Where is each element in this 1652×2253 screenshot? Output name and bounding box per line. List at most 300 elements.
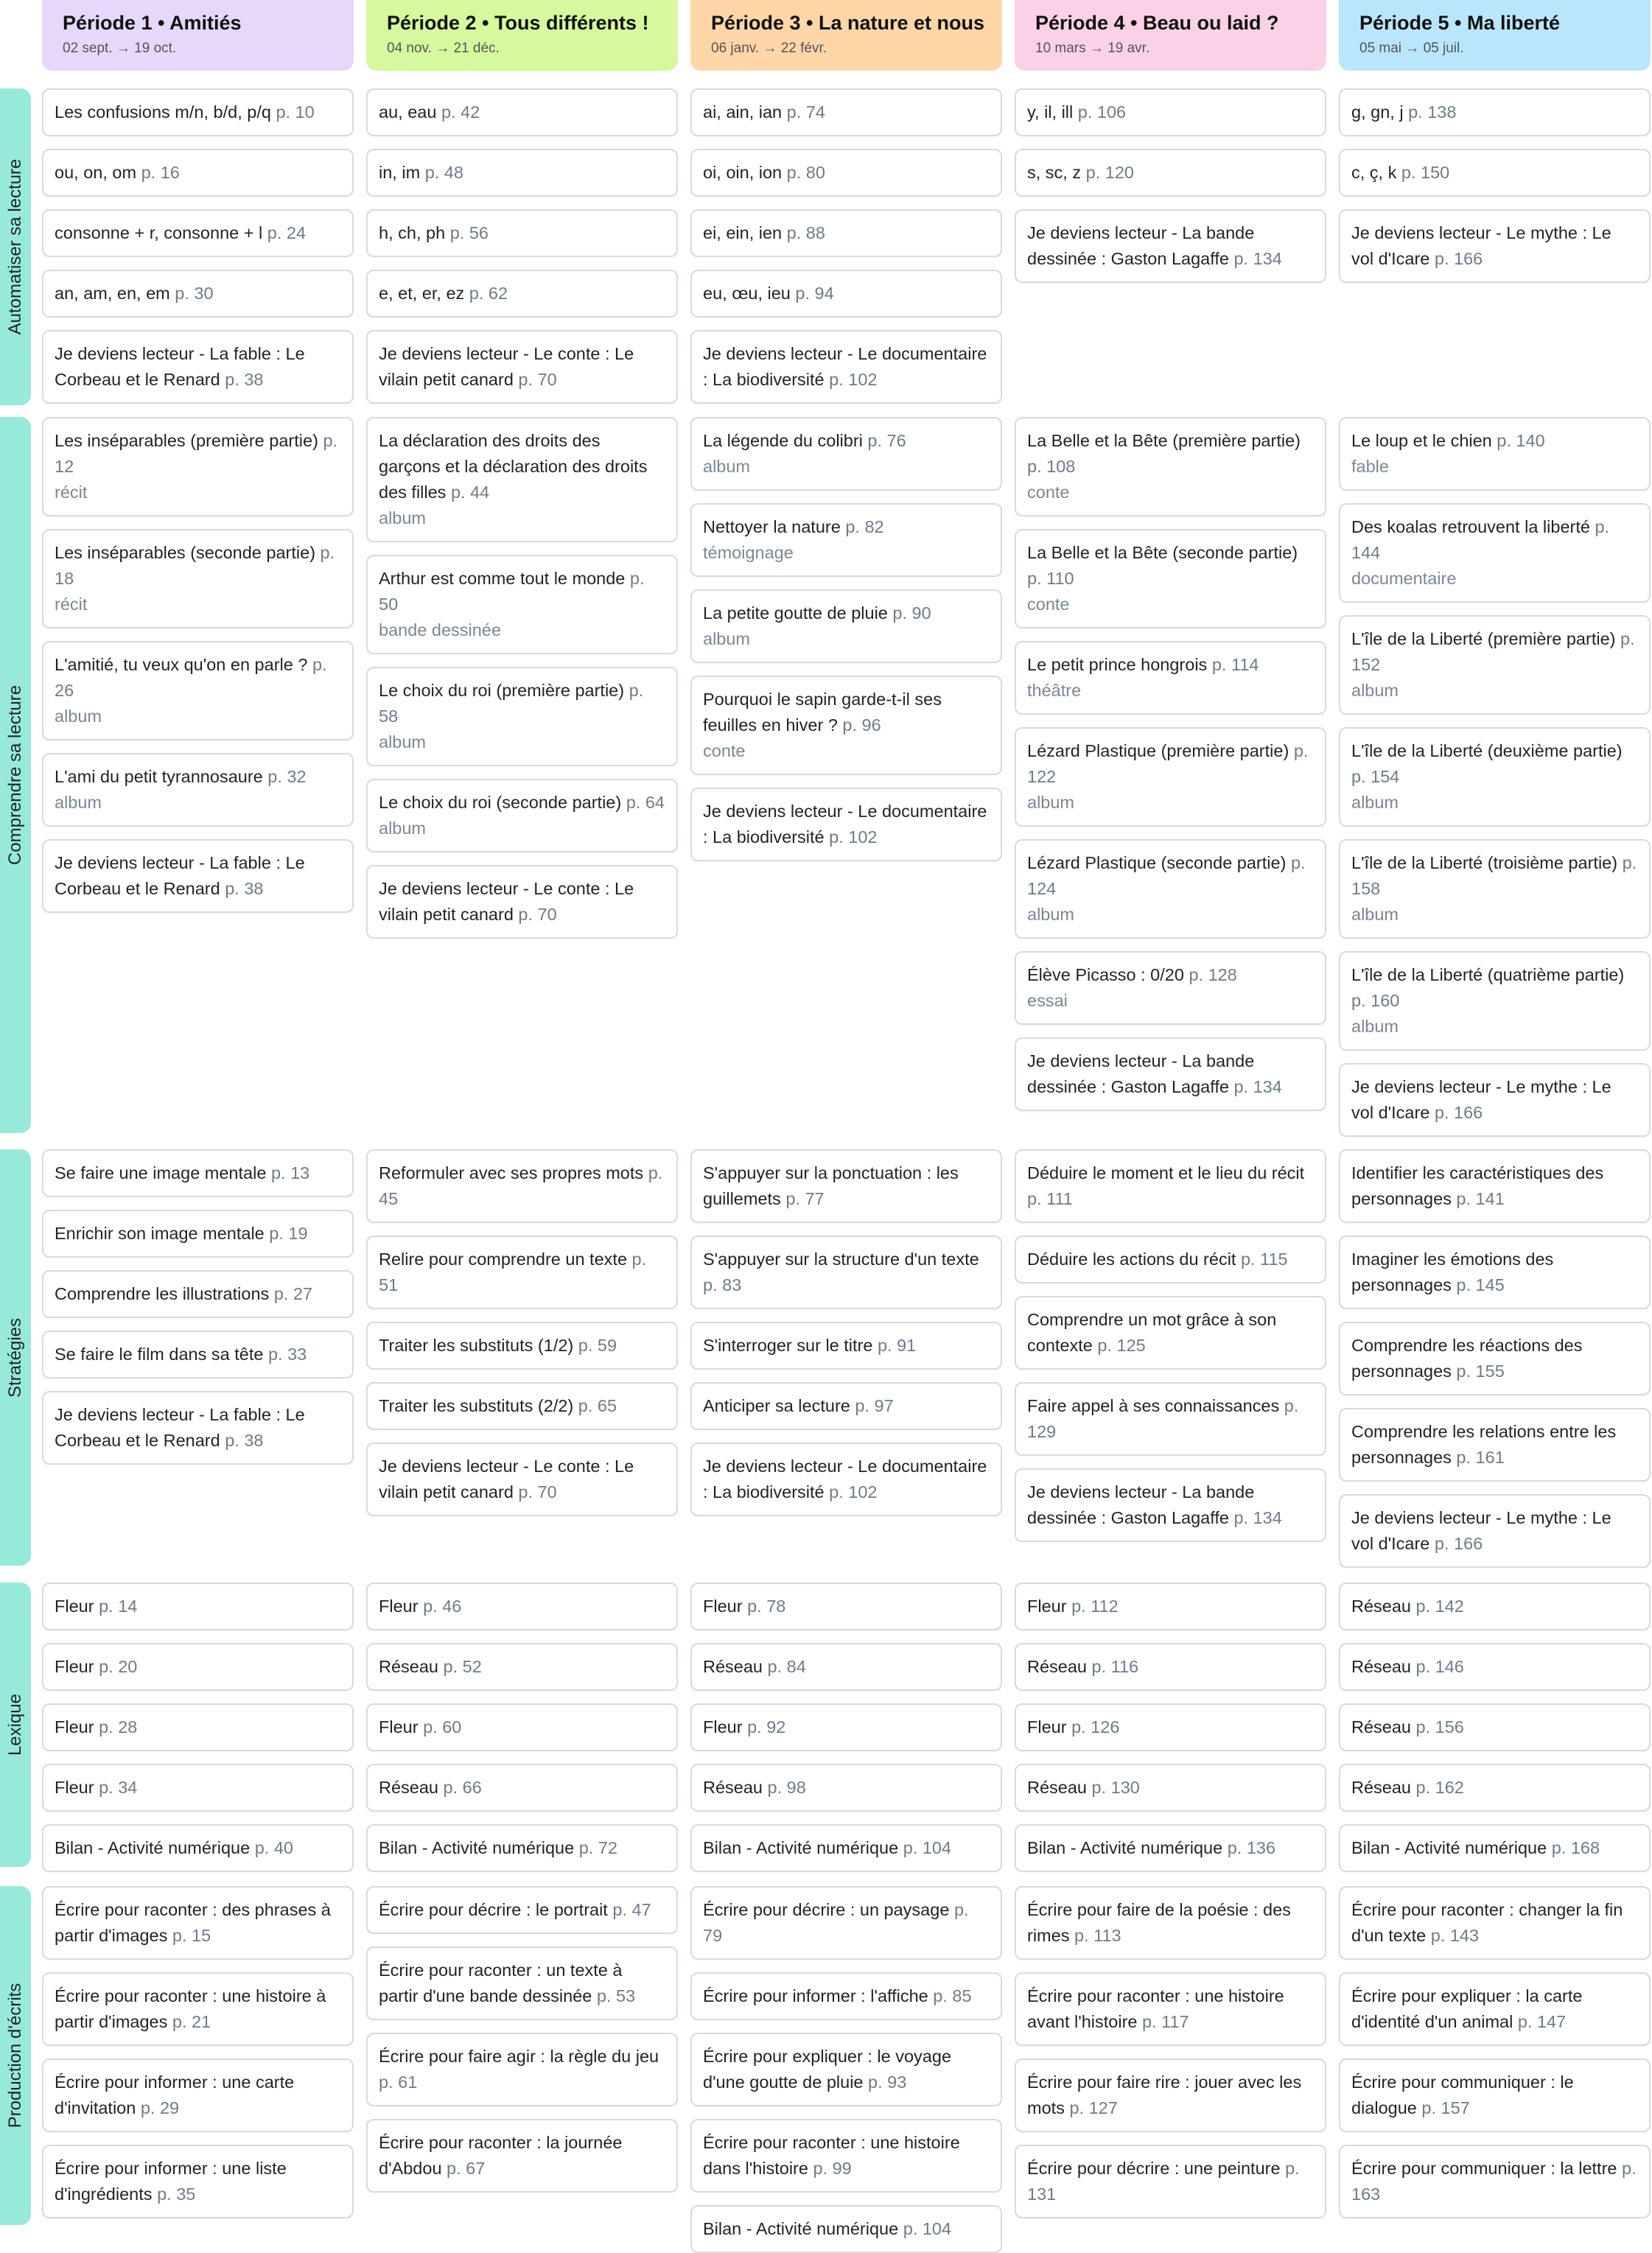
page-number: p. 156 bbox=[1415, 1717, 1464, 1737]
lesson-title: oi, oin, ion bbox=[703, 163, 783, 182]
lesson-card[interactable] bbox=[1339, 2058, 1651, 2132]
lesson-title: Je deviens lecteur - La bande dessinée : Gaston Lagaffe bbox=[1027, 1482, 1255, 1527]
lesson-card[interactable] bbox=[42, 1331, 354, 1378]
lesson-card[interactable] bbox=[42, 1583, 354, 1630]
lesson-card[interactable] bbox=[1015, 1886, 1326, 1960]
page-number: p. 18 bbox=[55, 543, 335, 588]
page-number: p. 144 bbox=[1351, 517, 1610, 562]
page-number: p. 79 bbox=[703, 1900, 969, 1945]
lesson-title: Je deviens lecteur - La fable : Le Corbeau et le Renard bbox=[55, 853, 305, 898]
lesson-title: au, eau bbox=[379, 102, 437, 122]
page-number: p. 163 bbox=[1351, 2159, 1637, 2204]
lesson-card[interactable] bbox=[1015, 641, 1326, 715]
lesson-title: Je deviens lecteur - Le mythe : Le vol d'Icare bbox=[1351, 1508, 1611, 1553]
lesson-card[interactable] bbox=[1339, 1494, 1651, 1568]
lesson-card[interactable] bbox=[690, 1583, 1002, 1630]
lesson-card[interactable] bbox=[1015, 2058, 1326, 2132]
page-number: p. 115 bbox=[1240, 1250, 1288, 1269]
lesson-card[interactable] bbox=[366, 1764, 678, 1812]
page-number: p. 108 bbox=[1027, 457, 1076, 476]
period-header-2 bbox=[366, 0, 678, 71]
lesson-card[interactable] bbox=[42, 417, 354, 516]
row-2-column-3 bbox=[690, 417, 1002, 861]
lesson-card[interactable] bbox=[366, 1703, 678, 1751]
lesson-card[interactable] bbox=[690, 676, 1002, 775]
page-number: p. 48 bbox=[424, 163, 463, 182]
genre-label: album bbox=[55, 707, 102, 726]
lesson-card[interactable] bbox=[690, 330, 1002, 404]
lesson-card[interactable] bbox=[1015, 88, 1326, 136]
page-number: p. 52 bbox=[443, 1657, 482, 1676]
lesson-card[interactable] bbox=[690, 503, 1002, 577]
lesson-card[interactable] bbox=[1015, 1037, 1326, 1111]
lesson-title: eu, œu, ieu bbox=[703, 284, 791, 303]
page-number: p. 82 bbox=[845, 517, 884, 536]
row-1-column-3 bbox=[690, 88, 1002, 404]
lesson-card[interactable] bbox=[366, 209, 678, 257]
row-5-column-4 bbox=[1015, 1886, 1326, 2218]
period-header-3 bbox=[690, 0, 1002, 71]
lesson-title: Comprendre les relations entre les personnages bbox=[1351, 1422, 1617, 1467]
lesson-card[interactable] bbox=[1339, 503, 1651, 603]
lesson-title: Élève Picasso : 0/20 bbox=[1027, 965, 1184, 984]
lesson-title: Fleur bbox=[703, 1717, 743, 1737]
lesson-card[interactable] bbox=[1015, 149, 1326, 197]
lesson-title: Réseau bbox=[703, 1778, 763, 1797]
lesson-title: Bilan - Activité numérique bbox=[703, 2219, 899, 2238]
page-number: p. 30 bbox=[175, 284, 214, 303]
page-number: p. 92 bbox=[747, 1717, 786, 1737]
lesson-title: Arthur est comme tout le monde bbox=[379, 569, 626, 588]
page-number: p. 70 bbox=[518, 1482, 557, 1502]
lesson-card[interactable] bbox=[366, 1583, 678, 1630]
lesson-title: La légende du colibri bbox=[703, 431, 863, 450]
page-number: p. 141 bbox=[1456, 1189, 1505, 1208]
lesson-title: La déclaration des droits des garçons et la déclaration des droits des filles bbox=[379, 431, 648, 502]
lesson-card[interactable] bbox=[42, 753, 354, 827]
page-number: p. 152 bbox=[1351, 629, 1635, 674]
lesson-card[interactable] bbox=[690, 1703, 1002, 1751]
lesson-card[interactable] bbox=[366, 1824, 678, 1872]
lesson-card[interactable] bbox=[690, 1149, 1002, 1223]
lesson-card[interactable] bbox=[1339, 1643, 1651, 1691]
lesson-card[interactable] bbox=[42, 88, 354, 136]
page-number: p. 93 bbox=[868, 2072, 907, 2092]
lesson-card[interactable] bbox=[1339, 1764, 1651, 1812]
period-dates: 06 janv. → 22 févr. bbox=[711, 41, 827, 56]
row-2-column-4 bbox=[1015, 417, 1326, 1111]
lesson-title: Anticiper sa lecture bbox=[703, 1396, 850, 1415]
lesson-card[interactable] bbox=[690, 149, 1002, 197]
lesson-card[interactable] bbox=[42, 330, 354, 404]
genre-label: essai bbox=[1027, 991, 1068, 1010]
page-number: p. 72 bbox=[578, 1838, 617, 1857]
lesson-card[interactable] bbox=[1339, 1408, 1651, 1482]
page-number: p. 130 bbox=[1091, 1778, 1140, 1797]
lesson-card[interactable] bbox=[366, 417, 678, 542]
lesson-card[interactable] bbox=[1339, 615, 1651, 715]
row-1-column-5 bbox=[1339, 88, 1651, 283]
page-number: p. 145 bbox=[1456, 1275, 1505, 1294]
lesson-title: Je deviens lecteur - La bande dessinée : Gaston Lagaffe bbox=[1027, 1051, 1255, 1096]
lesson-title: Fleur bbox=[55, 1657, 94, 1676]
lesson-card[interactable] bbox=[1339, 209, 1651, 283]
row-label-text: Production d'écrits bbox=[5, 1983, 25, 2128]
period-title: Période 2 • Tous différents ! bbox=[387, 12, 649, 34]
lesson-card[interactable] bbox=[42, 1391, 354, 1465]
page-number: p. 66 bbox=[443, 1778, 482, 1797]
row-label-text: Automatiser sa lecture bbox=[5, 158, 25, 335]
lesson-card[interactable] bbox=[690, 1322, 1002, 1370]
lesson-card[interactable] bbox=[1015, 1468, 1326, 1542]
lesson-card[interactable] bbox=[690, 417, 1002, 491]
lesson-card[interactable] bbox=[1339, 1236, 1651, 1309]
lesson-card[interactable] bbox=[690, 270, 1002, 318]
genre-label: album bbox=[1351, 793, 1399, 812]
lesson-title: Écrire pour faire de la poésie : des rimes bbox=[1027, 1900, 1291, 1945]
lesson-title: L'île de la Liberté (troisième partie) bbox=[1351, 853, 1618, 872]
lesson-title: Les inséparables (première partie) bbox=[55, 431, 318, 450]
row-3-column-1 bbox=[42, 1149, 354, 1465]
page-number: p. 131 bbox=[1027, 2159, 1300, 2204]
lesson-title: La petite goutte de pluie bbox=[703, 603, 888, 623]
lesson-card[interactable] bbox=[1015, 1583, 1326, 1630]
lesson-title: Bilan - Activité numérique bbox=[703, 1838, 899, 1857]
lesson-card[interactable] bbox=[690, 88, 1002, 136]
page-number: p. 114 bbox=[1211, 655, 1259, 674]
lesson-title: S'appuyer sur la structure d'un texte bbox=[703, 1250, 979, 1269]
lesson-title: Réseau bbox=[1351, 1778, 1411, 1797]
lesson-card[interactable] bbox=[1015, 1703, 1326, 1751]
lesson-card[interactable] bbox=[690, 1382, 1002, 1430]
page-number: p. 83 bbox=[703, 1275, 742, 1294]
row-3-column-4 bbox=[1015, 1149, 1326, 1542]
page-number: p. 138 bbox=[1408, 102, 1457, 122]
lesson-title: ei, ein, ien bbox=[703, 223, 783, 242]
lesson-card[interactable] bbox=[42, 149, 354, 197]
row-1-column-1 bbox=[42, 88, 354, 404]
lesson-card[interactable] bbox=[366, 149, 678, 197]
lesson-card[interactable] bbox=[690, 1764, 1002, 1812]
lesson-title: Comprendre un mot grâce à son contexte bbox=[1027, 1310, 1277, 1355]
page-number: p. 91 bbox=[877, 1336, 917, 1355]
lesson-card[interactable] bbox=[690, 1236, 1002, 1309]
lesson-card[interactable] bbox=[366, 667, 678, 766]
page-number: p. 155 bbox=[1456, 1362, 1505, 1381]
lesson-title: Je deviens lecteur - La bande dessinée : Gaston Lagaffe bbox=[1027, 223, 1255, 268]
row-2-column-1 bbox=[42, 417, 354, 913]
lesson-title: Écrire pour faire rire : jouer avec les mots bbox=[1027, 2072, 1302, 2117]
lesson-card[interactable] bbox=[1339, 1583, 1651, 1630]
lesson-card[interactable] bbox=[42, 2058, 354, 2132]
page-number: p. 162 bbox=[1415, 1778, 1464, 1797]
lesson-card[interactable] bbox=[690, 1824, 1002, 1872]
row-4-column-3 bbox=[690, 1583, 1002, 1872]
row-5-column-1 bbox=[42, 1886, 354, 2218]
lesson-card[interactable] bbox=[1015, 417, 1326, 516]
row-label-text: Comprendre sa lecture bbox=[5, 684, 25, 866]
page-number: p. 70 bbox=[518, 905, 557, 924]
lesson-title: Réseau bbox=[1351, 1717, 1411, 1737]
page-number: p. 67 bbox=[447, 2159, 486, 2178]
lesson-title: Fleur bbox=[1027, 1597, 1067, 1616]
page-number: p. 58 bbox=[379, 681, 644, 726]
period-dates: 02 sept. → 19 oct. bbox=[63, 41, 177, 56]
page-number: p. 110 bbox=[1027, 569, 1074, 588]
lesson-card[interactable] bbox=[366, 330, 678, 404]
lesson-card[interactable] bbox=[1339, 839, 1651, 939]
period-title: Période 5 • Ma liberté bbox=[1359, 12, 1561, 34]
lesson-title: Fleur bbox=[379, 1597, 419, 1616]
page-number: p. 120 bbox=[1085, 163, 1134, 182]
lesson-title: Écrire pour communiquer : la lettre bbox=[1351, 2159, 1617, 2178]
lesson-card[interactable] bbox=[366, 1236, 678, 1309]
lesson-card[interactable] bbox=[1015, 1236, 1326, 1283]
page-number: p. 19 bbox=[269, 1224, 308, 1243]
lesson-card[interactable] bbox=[1339, 1886, 1651, 1960]
lesson-title: Écrire pour raconter : une histoire à partir d'images bbox=[55, 1986, 326, 2031]
lesson-card[interactable] bbox=[42, 1886, 354, 1960]
page-number: p. 60 bbox=[423, 1717, 462, 1737]
lesson-title: Fleur bbox=[703, 1597, 743, 1616]
genre-label: fable bbox=[1351, 457, 1389, 476]
period-dates: 10 mars → 19 avr. bbox=[1035, 41, 1150, 56]
lesson-title: Lézard Plastique (seconde partie) bbox=[1027, 853, 1287, 872]
genre-label: album bbox=[1027, 905, 1075, 924]
lesson-card[interactable] bbox=[42, 1643, 354, 1691]
lesson-title: Déduire le moment et le lieu du récit bbox=[1027, 1163, 1305, 1182]
lesson-title: Réseau bbox=[1351, 1657, 1411, 1676]
lesson-card[interactable] bbox=[1015, 1972, 1326, 2046]
lesson-card[interactable] bbox=[1015, 727, 1326, 827]
page-number: p. 126 bbox=[1071, 1717, 1120, 1737]
page-number: p. 102 bbox=[829, 827, 878, 847]
genre-label: album bbox=[55, 793, 102, 812]
row-label-1 bbox=[0, 88, 31, 405]
lesson-card[interactable] bbox=[42, 209, 354, 257]
lesson-title: Relire pour comprendre un texte bbox=[379, 1250, 628, 1269]
lesson-title: Pourquoi le sapin garde-t-il ses feuilles en hiver ? bbox=[703, 690, 942, 735]
lesson-title: Fleur bbox=[55, 1717, 94, 1737]
row-label-2 bbox=[0, 417, 31, 1133]
lesson-card[interactable] bbox=[1339, 149, 1651, 197]
lesson-card[interactable] bbox=[1339, 1322, 1651, 1395]
lesson-card[interactable] bbox=[366, 1322, 678, 1370]
row-4-column-1 bbox=[42, 1583, 354, 1872]
lesson-card[interactable] bbox=[1339, 88, 1651, 136]
page-number: p. 32 bbox=[267, 767, 307, 786]
page-number: p. 53 bbox=[596, 1986, 636, 2005]
lesson-title: Bilan - Activité numérique bbox=[55, 1838, 251, 1857]
lesson-card[interactable] bbox=[1339, 417, 1651, 491]
lesson-title: Réseau bbox=[379, 1657, 438, 1676]
lesson-title: Nettoyer la nature bbox=[703, 517, 841, 536]
lesson-card[interactable] bbox=[42, 1824, 354, 1872]
page-number: p. 51 bbox=[379, 1250, 647, 1294]
lesson-card[interactable] bbox=[42, 529, 354, 628]
lesson-title: Écrire pour raconter : la journée d'Abdou bbox=[379, 2133, 623, 2178]
lesson-title: Fleur bbox=[55, 1778, 94, 1797]
genre-label: documentaire bbox=[1351, 569, 1457, 588]
lesson-card[interactable] bbox=[1015, 1764, 1326, 1812]
lesson-card[interactable] bbox=[366, 1886, 678, 1934]
lesson-card[interactable] bbox=[1339, 1149, 1651, 1223]
lesson-card[interactable] bbox=[1339, 727, 1651, 827]
page-number: p. 150 bbox=[1401, 163, 1450, 182]
page-number: p. 38 bbox=[225, 370, 264, 389]
lesson-card[interactable] bbox=[366, 1149, 678, 1223]
page-number: p. 65 bbox=[578, 1396, 617, 1415]
page-number: p. 21 bbox=[172, 2012, 211, 2031]
page-number: p. 24 bbox=[267, 223, 307, 242]
page-number: p. 142 bbox=[1415, 1597, 1464, 1616]
lesson-card[interactable] bbox=[1339, 1972, 1651, 2046]
lesson-card[interactable] bbox=[366, 1443, 678, 1516]
lesson-card[interactable] bbox=[690, 209, 1002, 257]
genre-label: album bbox=[379, 819, 427, 838]
page-number: p. 102 bbox=[829, 370, 878, 389]
lesson-card[interactable] bbox=[366, 2033, 678, 2106]
page-number: p. 94 bbox=[795, 284, 834, 303]
lesson-title: Écrire pour expliquer : le voyage d'une goutte de pluie bbox=[703, 2047, 952, 2092]
lesson-title: Le choix du roi (première partie) bbox=[379, 681, 625, 700]
lesson-card[interactable] bbox=[690, 2205, 1002, 2253]
genre-label: album bbox=[1351, 905, 1399, 924]
page-number: p. 12 bbox=[55, 431, 338, 476]
lesson-card[interactable] bbox=[366, 1947, 678, 2020]
genre-label: témoignage bbox=[703, 543, 794, 562]
lesson-title: Écrire pour faire agir : la règle du jeu bbox=[379, 2047, 659, 2066]
genre-label: bande dessinée bbox=[379, 620, 501, 640]
lesson-card[interactable] bbox=[42, 2145, 354, 2218]
lesson-card[interactable] bbox=[690, 1443, 1002, 1516]
lesson-card[interactable] bbox=[1015, 2145, 1326, 2218]
lesson-title: Le choix du roi (seconde partie) bbox=[379, 793, 622, 812]
lesson-card[interactable] bbox=[366, 555, 678, 654]
lesson-card[interactable] bbox=[42, 839, 354, 913]
lesson-card[interactable] bbox=[366, 2119, 678, 2193]
lesson-title: ai, ain, ian bbox=[703, 102, 783, 122]
page-number: p. 134 bbox=[1233, 1077, 1282, 1096]
lesson-card[interactable] bbox=[366, 1643, 678, 1691]
lesson-card[interactable] bbox=[1015, 1824, 1326, 1872]
lesson-title: Réseau bbox=[379, 1778, 438, 1797]
page-number: p. 143 bbox=[1430, 1926, 1480, 1945]
lesson-card[interactable] bbox=[1015, 1643, 1326, 1691]
lesson-card[interactable] bbox=[366, 779, 678, 852]
page-number: p. 34 bbox=[99, 1778, 138, 1797]
lesson-card[interactable] bbox=[42, 1210, 354, 1258]
lesson-title: L'île de la Liberté (quatrième partie) bbox=[1351, 965, 1625, 984]
lesson-card[interactable] bbox=[1015, 839, 1326, 939]
lesson-card[interactable] bbox=[1339, 2145, 1651, 2218]
genre-label: album bbox=[379, 732, 427, 751]
lesson-card[interactable] bbox=[690, 1643, 1002, 1691]
lesson-title: Des koalas retrouvent la liberté bbox=[1351, 517, 1590, 536]
lesson-card[interactable] bbox=[42, 270, 354, 318]
lesson-card[interactable] bbox=[366, 865, 678, 939]
period-title: Période 4 • Beau ou laid ? bbox=[1035, 12, 1279, 34]
lesson-card[interactable] bbox=[1339, 1824, 1651, 1872]
lesson-card[interactable] bbox=[690, 589, 1002, 663]
lesson-card[interactable] bbox=[1015, 1382, 1326, 1456]
page-number: p. 40 bbox=[254, 1838, 293, 1857]
row-4-column-4 bbox=[1015, 1583, 1326, 1872]
lesson-card[interactable] bbox=[366, 270, 678, 318]
lesson-title: Écrire pour raconter : une histoire avant l'histoire bbox=[1027, 1986, 1284, 2031]
page-number: p. 111 bbox=[1027, 1189, 1073, 1208]
lesson-card[interactable] bbox=[1015, 1296, 1326, 1370]
page-number: p. 35 bbox=[157, 2184, 196, 2204]
lesson-card[interactable] bbox=[1339, 951, 1651, 1051]
lesson-card[interactable] bbox=[42, 1149, 354, 1197]
lesson-title: Déduire les actions du récit bbox=[1027, 1250, 1236, 1269]
page-number: p. 80 bbox=[786, 163, 825, 182]
lesson-title: h, ch, ph bbox=[379, 223, 446, 242]
page-number: p. 158 bbox=[1351, 853, 1637, 898]
lesson-card[interactable] bbox=[690, 788, 1002, 861]
page-number: p. 27 bbox=[273, 1284, 313, 1303]
page-number: p. 166 bbox=[1434, 1103, 1483, 1122]
page-number: p. 112 bbox=[1071, 1597, 1119, 1616]
lesson-card[interactable] bbox=[42, 1972, 354, 2046]
page-number: p. 129 bbox=[1027, 1396, 1299, 1441]
lesson-card[interactable] bbox=[690, 1886, 1002, 1960]
page-number: p. 128 bbox=[1189, 965, 1237, 984]
row-4-column-2 bbox=[366, 1583, 678, 1872]
page-number: p. 127 bbox=[1069, 2098, 1118, 2117]
page-number: p. 38 bbox=[225, 1431, 264, 1450]
lesson-title: Fleur bbox=[55, 1597, 94, 1616]
row-4-column-5 bbox=[1339, 1583, 1651, 1872]
lesson-card[interactable] bbox=[1015, 209, 1326, 283]
page-number: p. 77 bbox=[785, 1189, 825, 1208]
lesson-title: Traiter les substituts (2/2) bbox=[379, 1396, 574, 1415]
lesson-title: y, il, ill bbox=[1027, 102, 1074, 122]
lesson-card[interactable] bbox=[366, 88, 678, 136]
lesson-title: Réseau bbox=[1027, 1657, 1087, 1676]
lesson-card[interactable] bbox=[1015, 951, 1326, 1025]
lesson-card[interactable] bbox=[42, 641, 354, 740]
page-number: p. 134 bbox=[1233, 249, 1282, 268]
lesson-card[interactable] bbox=[1015, 529, 1326, 628]
genre-label: récit bbox=[55, 595, 88, 614]
row-2-column-5 bbox=[1339, 417, 1651, 1137]
lesson-card[interactable] bbox=[1339, 1063, 1651, 1137]
lesson-card[interactable] bbox=[690, 2033, 1002, 2106]
page-number: p. 104 bbox=[903, 1838, 952, 1857]
lesson-title: Le petit prince hongrois bbox=[1027, 655, 1208, 674]
lesson-card[interactable] bbox=[42, 1270, 354, 1318]
lesson-title: Je deviens lecteur - Le documentaire : La biodiversité bbox=[703, 344, 987, 389]
page-number: p. 88 bbox=[786, 223, 825, 242]
page-number: p. 28 bbox=[99, 1717, 138, 1737]
lesson-card[interactable] bbox=[42, 1764, 354, 1812]
page-number: p. 154 bbox=[1351, 767, 1400, 786]
lesson-title: Écrire pour informer : une carte d'invitation bbox=[55, 2072, 295, 2117]
page-number: p. 124 bbox=[1027, 853, 1306, 898]
lesson-card[interactable] bbox=[366, 1382, 678, 1430]
lesson-card[interactable] bbox=[42, 1703, 354, 1751]
lesson-card[interactable] bbox=[1015, 1149, 1326, 1223]
row-label-5 bbox=[0, 1886, 31, 2225]
lesson-card[interactable] bbox=[690, 2119, 1002, 2193]
page-number: p. 59 bbox=[578, 1336, 617, 1355]
lesson-card[interactable] bbox=[1339, 1703, 1651, 1751]
page-number: p. 157 bbox=[1421, 2098, 1470, 2117]
lesson-title: Je deviens lecteur - Le documentaire : La biodiversité bbox=[703, 1457, 987, 1502]
lesson-card[interactable] bbox=[690, 1972, 1002, 2020]
